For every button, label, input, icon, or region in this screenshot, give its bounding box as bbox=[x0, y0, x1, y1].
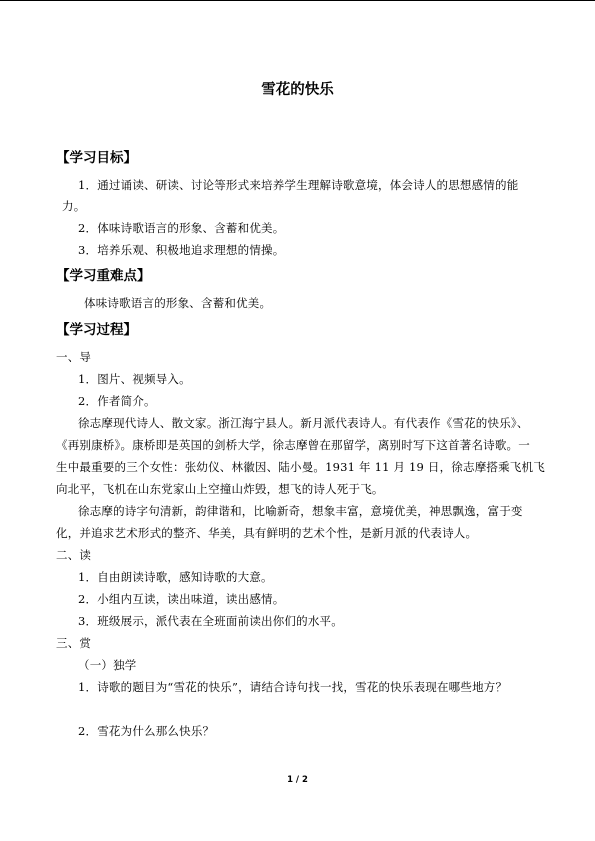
author-bio-line-2: 《再别康桥》。康桥即是英国的剑桥大学，徐志摩曾在那留学，离别时写下这首著名诗歌。一 bbox=[56, 438, 530, 452]
part2-item-2: 2．小组内互读，读出味道，读出感情。 bbox=[78, 592, 285, 606]
goal-item-1: 1．通过诵读、研读、讨论等形式来培养学生理解诗歌意境，体会诗人的思想感情的能 bbox=[78, 178, 519, 192]
question-2: 2．雪花为什么那么快乐？ bbox=[78, 724, 215, 738]
part1-label: 一、导 bbox=[56, 350, 92, 364]
section-heading-key-points: 【学习重难点】 bbox=[56, 268, 151, 284]
document-title: 雪花的快乐 bbox=[261, 82, 334, 98]
part2-item-3: 3．班级展示，派代表在全班面前读出你们的水平。 bbox=[78, 614, 343, 628]
poetry-style-line-2: 化，并追求艺术形式的整齐、华美，具有鲜明的艺术个性，是新月派的代表诗人。 bbox=[56, 526, 478, 540]
author-bio-line-1: 徐志摩现代诗人、散文家。浙江海宁县人。新月派代表诗人。有代表作《雪花的快乐》、 bbox=[78, 416, 529, 430]
page-number: 1 / 2 bbox=[287, 775, 308, 785]
author-bio-line-3: 生中最重要的三个女性：张幼仪、林徽因、陆小曼。1931 年 11 月 19 日，徐志摩搭乘飞机飞 bbox=[56, 460, 545, 474]
part2-item-1: 1．自由朗读诗歌，感知诗歌的大意。 bbox=[78, 570, 273, 584]
part3-sub-heading: （一）独学 bbox=[78, 658, 137, 672]
part1-item-2: 2．作者简介。 bbox=[78, 394, 156, 408]
goal-item-1-cont: 力。 bbox=[62, 199, 86, 213]
section-heading-goals: 【学习目标】 bbox=[56, 150, 137, 166]
goal-item-2: 2．体味诗歌语言的形象、含蓄和优美。 bbox=[78, 221, 285, 235]
part2-label: 二、读 bbox=[56, 548, 92, 562]
key-points-text: 体味诗歌语言的形象、含蓄和优美。 bbox=[84, 296, 272, 310]
author-bio-line-4: 向北平，飞机在山东党家山上空撞山炸毁，想飞的诗人死于飞。 bbox=[56, 482, 384, 496]
section-heading-process: 【学习过程】 bbox=[56, 322, 137, 338]
part3-label: 三、赏 bbox=[56, 636, 92, 650]
poetry-style-line-1: 徐志摩的诗字句清新，韵律谐和，比喻新奇，想象丰富，意境优美，神思飘逸，富于变 bbox=[78, 504, 523, 518]
goal-item-3: 3．培养乐观、积极地追求理想的情操。 bbox=[78, 243, 285, 257]
part1-item-1: 1．图片、视频导入。 bbox=[78, 372, 191, 386]
question-1: 1．诗歌的题目为“雪花的快乐”，请结合诗句找一找，雪花的快乐表现在哪些地方？ bbox=[78, 680, 508, 694]
